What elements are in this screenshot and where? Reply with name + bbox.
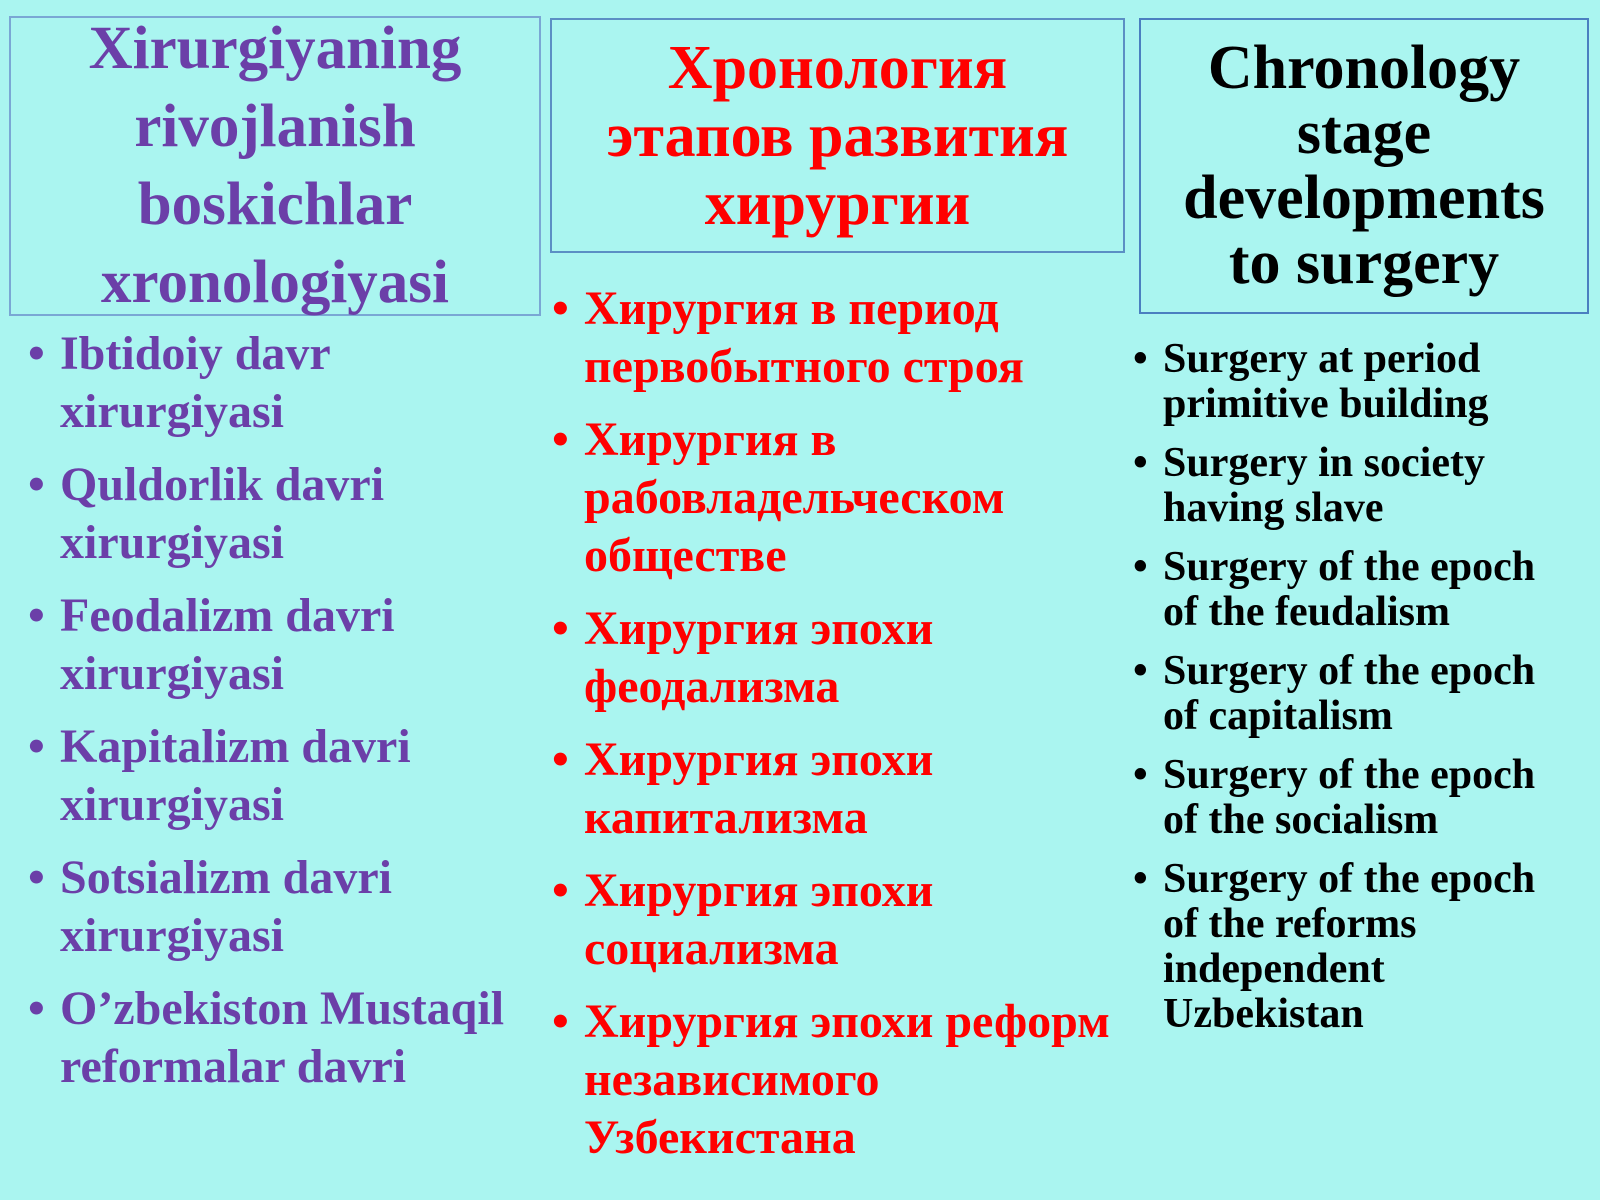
list-item-text: Хирургия эпохи феодализма (584, 602, 934, 713)
list-item-text: Surgery of the epoch of the reforms independent Uzbekistan (1163, 856, 1536, 1037)
list-item (552, 993, 1192, 1167)
bullet-icon: • (1133, 856, 1148, 902)
russian-title: Хронология этапов развития хирургии (606, 33, 1069, 238)
list-item-text: Хирургия эпохи социализма (584, 864, 934, 975)
list-item (28, 587, 588, 703)
list-item-text: Хирургия эпохи капитализма (584, 733, 934, 844)
bullet-icon: • (552, 282, 569, 335)
english-title-box (1139, 18, 1589, 314)
list-item-text: Хирургия в рабовладельческом обществе (584, 413, 1005, 582)
list-item (1133, 649, 1600, 739)
list-item-text: Feodalizm davri xirurgiyasi (60, 589, 395, 700)
bullet-icon: • (552, 602, 569, 655)
bullet-icon: • (28, 327, 45, 380)
list-item (1133, 857, 1600, 1037)
uzbek-title: Xirurgiyaning rivojlanish boskichlar xronologiyasi (88, 15, 462, 316)
list-item-text: Surgery of the epoch of the socialism (1163, 752, 1536, 843)
list-item (1133, 441, 1600, 531)
bullet-icon: • (552, 733, 569, 786)
bullet-icon: • (28, 458, 45, 511)
list-item (28, 325, 588, 441)
list-item (552, 280, 1192, 396)
bullet-icon: • (1133, 648, 1148, 694)
list-item (552, 862, 1192, 978)
bullet-icon: • (1133, 752, 1148, 798)
russian-title-box (550, 18, 1125, 253)
list-item-text: Хирургия в период первобытного строя (584, 282, 1024, 393)
english-list (1133, 337, 1600, 1051)
uzbek-title-box (9, 16, 541, 316)
list-item (1133, 545, 1600, 635)
bullet-icon: • (28, 589, 45, 642)
list-item-text: Sotsializm davri xirurgiyasi (60, 851, 392, 962)
list-item-text: Quldorlik davri xirurgiyasi (60, 458, 385, 569)
list-item (1133, 753, 1600, 843)
list-item-text: Kapitalizm davri xirurgiyasi (60, 720, 411, 831)
english-title: Chronology stage developments to surgery (1183, 34, 1545, 297)
bullet-icon: • (552, 413, 569, 466)
bullet-icon: • (1133, 440, 1148, 486)
bullet-icon: • (552, 864, 569, 917)
list-item (552, 600, 1192, 716)
list-item (1133, 337, 1600, 427)
bullet-icon: • (1133, 336, 1148, 382)
russian-list (552, 280, 1192, 1182)
list-item (28, 456, 588, 572)
list-item (552, 731, 1192, 847)
bullet-icon: • (28, 851, 45, 904)
list-item-text: Surgery of the epoch of capitalism (1163, 648, 1536, 739)
bullet-icon: • (1133, 544, 1148, 590)
list-item-text: Surgery at period primitive building (1163, 336, 1489, 427)
bullet-icon: • (28, 720, 45, 773)
list-item-text: Surgery in society having slave (1163, 440, 1485, 531)
uzbek-list (28, 325, 588, 1111)
list-item-text: Ibtidoiy davr xirurgiyasi (60, 327, 331, 438)
list-item-text: Surgery of the epoch of the feudalism (1163, 544, 1536, 635)
list-item (28, 980, 588, 1096)
list-item-text: Хирургия эпохи реформ независимого Узбекистана (584, 995, 1110, 1164)
bullet-icon: • (552, 995, 569, 1048)
list-item (552, 411, 1192, 585)
list-item-text: O’zbekiston Mustaqil reformalar davri (60, 982, 505, 1093)
list-item (28, 718, 588, 834)
bullet-icon: • (28, 982, 45, 1035)
list-item (28, 849, 588, 965)
